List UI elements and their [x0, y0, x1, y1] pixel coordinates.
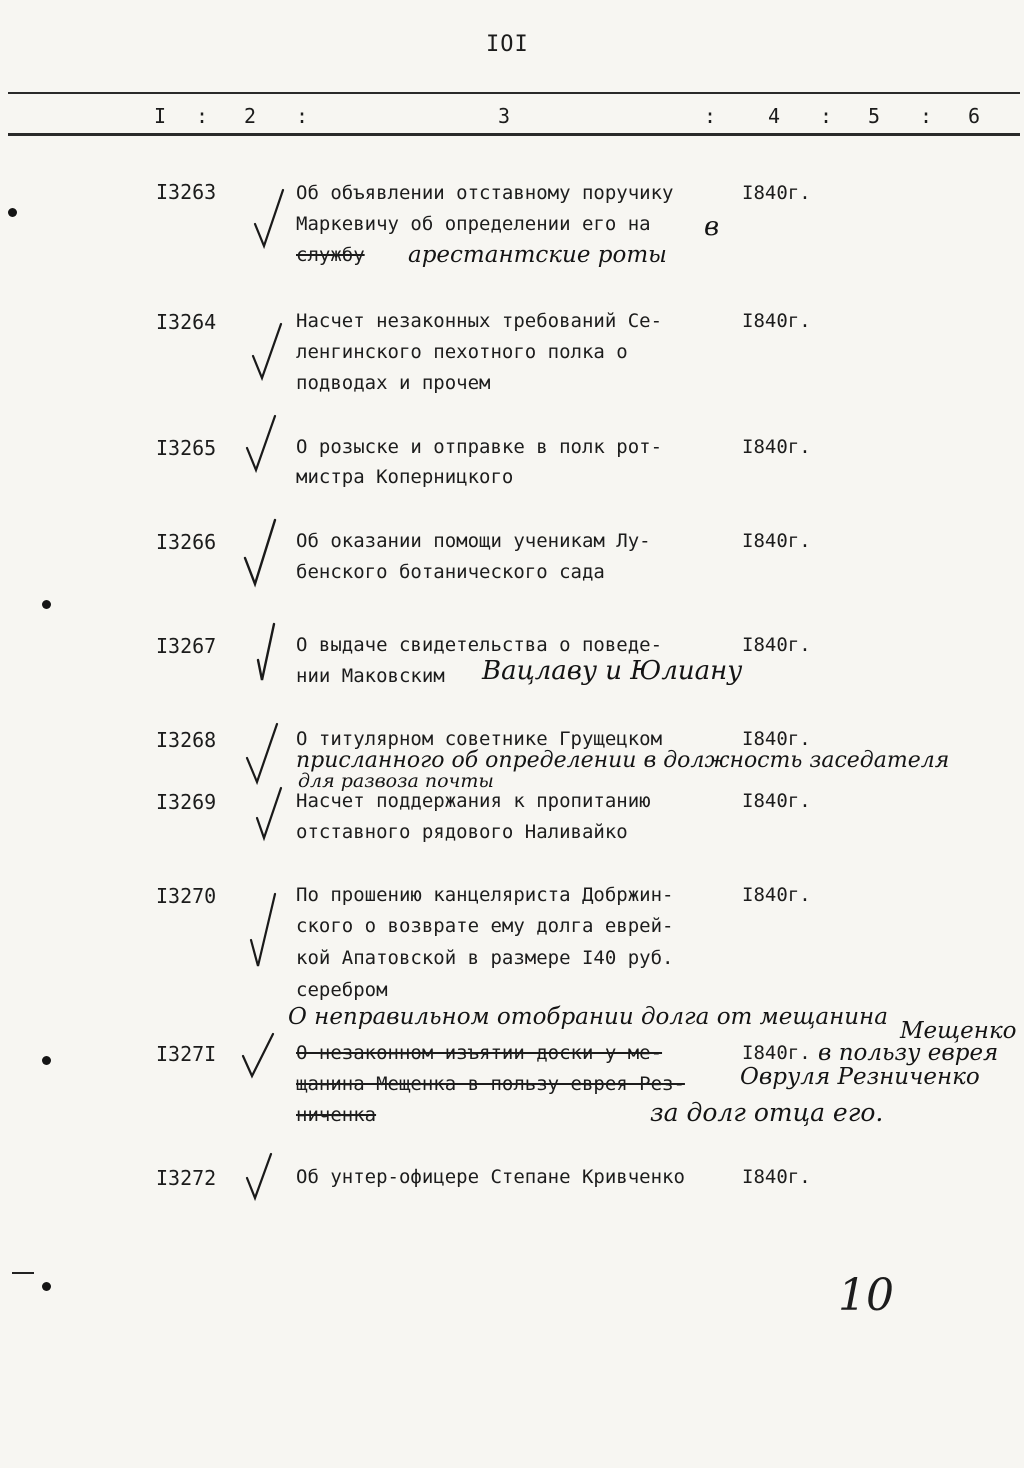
entry-title-line: отставного рядового Наливайко [296, 821, 628, 843]
binding-hole-dot [42, 600, 51, 609]
file-number: I3266 [156, 530, 217, 554]
check-mark-icon [240, 1030, 276, 1080]
column-header-6: 6 [968, 104, 981, 128]
entry-title-line: Об оказании помощи ученикам Лу- [296, 530, 651, 552]
column-header-5: 5 [868, 104, 881, 128]
file-number: I3267 [156, 634, 217, 658]
entry-year: I840г. [742, 884, 811, 906]
folio-number: 10 [838, 1270, 894, 1321]
entry-title-line: Насчет незаконных требований Се- [296, 310, 663, 332]
handwritten-correction: в [704, 212, 720, 242]
entry-title-line: По прошению канцеляриста Добржин- [296, 884, 674, 906]
check-mark-icon [254, 620, 278, 684]
file-number: I3263 [156, 180, 217, 204]
entry-title-line-struck: О незаконном изъятии доски у ме- [296, 1042, 663, 1064]
column-separator: : [196, 104, 209, 128]
file-number: I3272 [156, 1166, 217, 1190]
handwritten-correction: Овруля Резниченко [740, 1064, 980, 1090]
entry-year: I840г. [742, 790, 811, 812]
entry-title-line: Об унтер-офицере Степане Кривченко [296, 1166, 685, 1188]
entry-title-line-struck: службу [296, 244, 365, 266]
column-header-2: 2 [244, 104, 257, 128]
entry-year: I840г. [742, 530, 811, 552]
margin-mark [12, 1272, 34, 1274]
header-bottom-rule [8, 133, 1020, 136]
entry-title-line: мистра Коперницкого [296, 466, 514, 488]
check-mark-icon [242, 516, 278, 588]
file-number: I3265 [156, 436, 217, 460]
entry-title-line: ского о возврате ему долга еврей- [296, 915, 674, 937]
entry-title-line: подводах и прочем [296, 372, 491, 394]
binding-hole-dot [8, 208, 17, 217]
entry-title-line: О розыске и отправке в полк рот- [296, 436, 663, 458]
entry-year: I840г. [742, 1166, 811, 1188]
check-mark-icon [254, 784, 284, 842]
page-number: IOI [486, 32, 529, 57]
entry-year: I840г. [742, 634, 811, 656]
entry-title-line: ленгинского пехотного полка о [296, 341, 628, 363]
entry-title-line: Маркевичу об определении его на [296, 213, 651, 235]
entry-title-line: Об объявлении отставному поручику [296, 182, 674, 204]
handwritten-correction: Мещенко [900, 1018, 1017, 1044]
column-separator: : [704, 104, 717, 128]
column-header-1: I [154, 104, 167, 128]
header-top-rule [8, 92, 1020, 94]
column-separator: : [920, 104, 933, 128]
column-header-4: 4 [768, 104, 781, 128]
entry-year: I840г. [742, 310, 811, 332]
entry-title-line: О выдаче свидетельства о поведе- [296, 634, 663, 656]
entry-year: I840г. [742, 728, 811, 750]
column-separator: : [296, 104, 309, 128]
column-separator: : [820, 104, 833, 128]
check-mark-icon [244, 412, 278, 474]
handwritten-correction: О неправильном отобрании долга от мещанина [288, 1004, 888, 1030]
entry-title-line-struck: ниченка [296, 1104, 377, 1126]
file-number: I3269 [156, 790, 217, 814]
entry-title-line: бенского ботанического сада [296, 561, 605, 583]
entry-title-line: О титулярном советнике Грущецком [296, 728, 663, 750]
file-number: I3270 [156, 884, 217, 908]
entry-year: I840г. [742, 182, 811, 204]
file-number: I3264 [156, 310, 217, 334]
handwritten-correction: за долг отца его. [650, 1098, 884, 1127]
entry-title-line-struck: щанина Мещенка в пользу еврея Рез- [296, 1073, 685, 1095]
entry-title-line: кой Апатовской в размере I40 руб. [296, 947, 674, 969]
entry-title-line: серебром [296, 979, 388, 1001]
binding-hole-dot [42, 1056, 51, 1065]
check-mark-icon [244, 1150, 274, 1202]
handwritten-correction: присланного об определении в должность заседателя [296, 748, 950, 773]
entry-title-line: нии Маковским [296, 665, 445, 687]
entry-year: I840г. [742, 436, 811, 458]
file-number: I327I [156, 1042, 217, 1066]
column-header-3: 3 [498, 104, 511, 128]
file-number: I3268 [156, 728, 217, 752]
handwritten-correction: для развоза почты [298, 770, 494, 792]
check-mark-icon [244, 720, 280, 786]
check-mark-icon [248, 890, 278, 970]
handwritten-correction: Вацлаву и Юлиану [482, 656, 743, 686]
check-mark-icon [252, 186, 286, 250]
check-mark-icon [250, 320, 284, 382]
entry-title-line: Насчет поддержания к пропитанию [296, 790, 651, 812]
entry-year: I840г. [742, 1042, 811, 1064]
binding-hole-dot [42, 1282, 51, 1291]
handwritten-correction: в пользу еврея [818, 1040, 999, 1066]
handwritten-correction: арестантские роты [408, 242, 667, 268]
